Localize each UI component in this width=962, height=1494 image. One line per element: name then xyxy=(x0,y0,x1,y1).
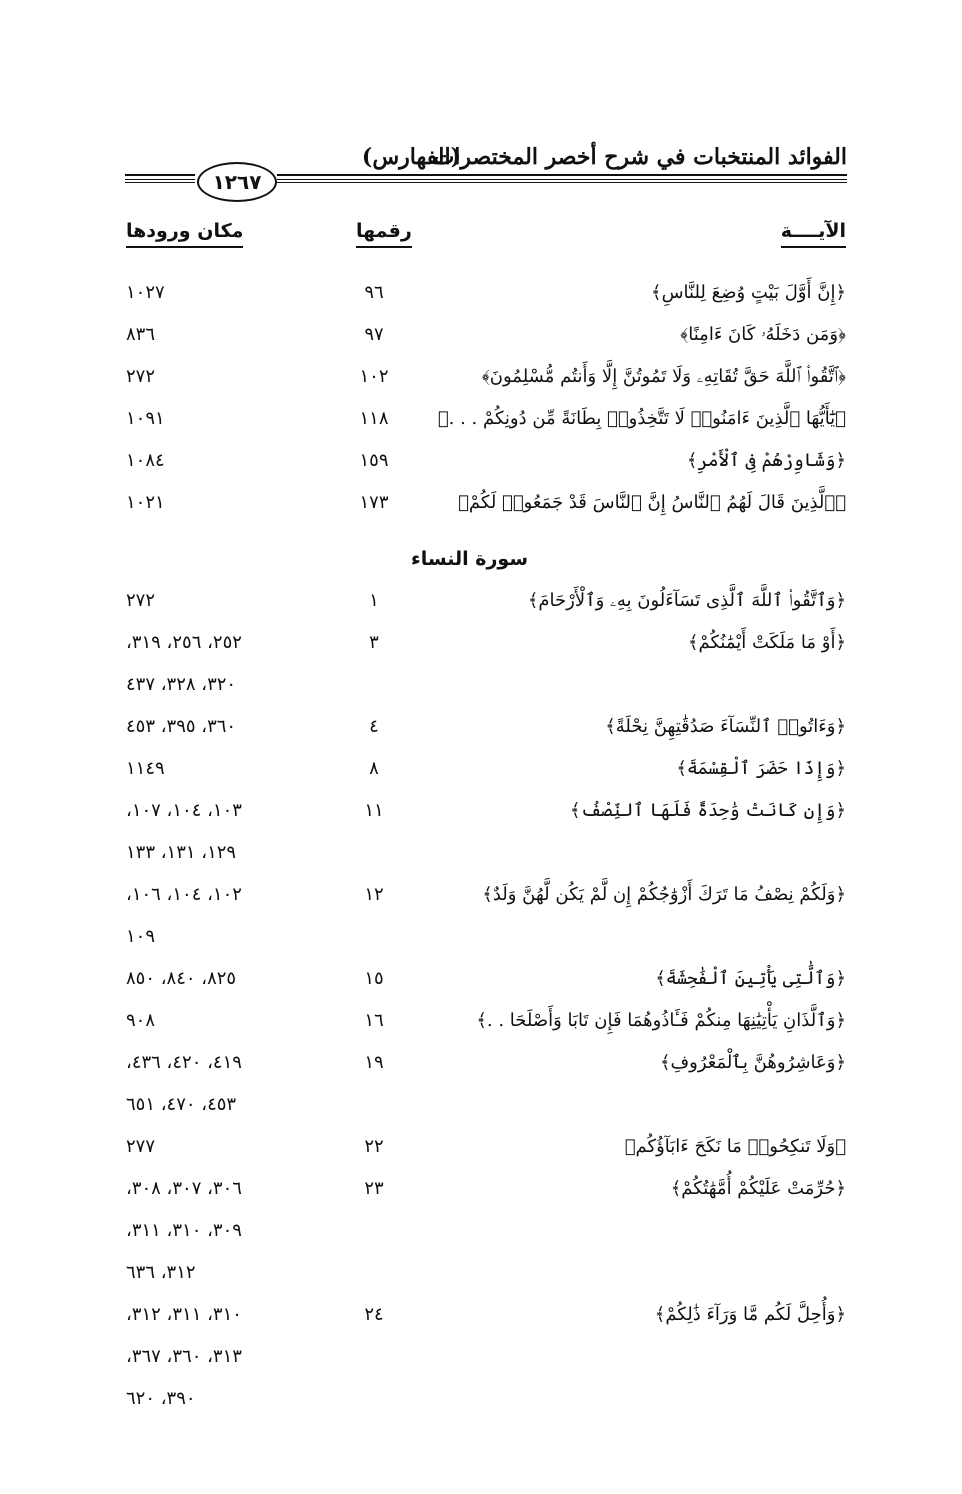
table-row xyxy=(0,794,962,863)
verse-number: ١١٨ xyxy=(359,408,389,429)
verse-text: ﴿وَإِن كَانَتْ وَٰحِدَةً فَلَهَا ٱلنِّصْفُ﴾ xyxy=(569,800,846,821)
table-row xyxy=(0,486,962,526)
verse-text: ﴿وَلَكُمْ نِصْفُ مَا تَرَكَ أَزْوَٰجُكُمْ إِن لَّمْ يَكُن لَّهُنَّ وَلَدٌ﴾ xyxy=(482,884,846,905)
verse-number: ٢٢ xyxy=(364,1136,384,1157)
verse-number: ٩٧ xyxy=(364,324,384,345)
location-pages: ٣١٢، ٦٣٦ xyxy=(126,1262,196,1283)
verse-number: ١١ xyxy=(364,800,384,821)
table-row xyxy=(0,360,962,400)
verse-number: ١٦ xyxy=(364,1010,384,1031)
verse-number: ١٠٢ xyxy=(359,366,389,387)
column-header-verse: الآيــــة xyxy=(781,220,846,248)
verse-text: ﴿وَعَاشِرُوهُنَّ بِٱلْمَعْرُوفِ﴾ xyxy=(659,1052,846,1073)
verse-number: ١٥٩ xyxy=(359,450,389,471)
verse-number: ٩٦ xyxy=(364,282,384,303)
verse-text: ﴿وَإِذَا حَضَرَ ٱلْقِسْمَةَ﴾ xyxy=(676,758,846,779)
location-pages: ٤٥٣، ٤٧٠، ٦٥١ xyxy=(126,1094,237,1115)
table-row xyxy=(0,1004,962,1044)
location-pages: ٢٥٢، ٢٥٦، ٣١٩، xyxy=(126,632,242,653)
surah-heading: سورة النساء xyxy=(411,548,528,570)
location-pages: ٢٧٢ xyxy=(126,590,156,611)
table-row xyxy=(0,1298,962,1409)
location-pages: ١٠٢١ xyxy=(126,492,165,513)
verse-text: ﴿ٱلَّذِينَ قَالَ لَهُمُ ٱلنَّاسُ إِنَّ ٱلنَّاسَ قَدْ جَمَعُوا۟ لَكُمْ﴾ xyxy=(458,492,846,513)
location-pages: ٩٠٨ xyxy=(126,1010,156,1031)
location-pages: ٣١٣، ٣٦٠، ٣٦٧، xyxy=(126,1346,242,1367)
page-number: ١٢٦٧ xyxy=(197,162,277,202)
location-pages: ٣١٠، ٣١١، ٣١٢، xyxy=(126,1304,242,1325)
table-row xyxy=(0,626,962,695)
location-pages: ٨٢٥، ٨٤٠، ٨٥٠ xyxy=(126,968,237,989)
location-pages: ١٠٣، ١٠٤، ١٠٧، xyxy=(126,800,242,821)
verse-text: ﴿وَٱلَّٰتِى يَأْتِينَ ٱلْفَٰحِشَةَ﴾ xyxy=(655,968,846,989)
table-row xyxy=(0,1046,962,1115)
table-row xyxy=(0,1130,962,1170)
table-row xyxy=(0,444,962,484)
section-name: (الفهارس) xyxy=(361,144,461,170)
verse-text: ﴿إِنَّ أَوَّلَ بَيْتٍ وُضِعَ لِلنَّاسِ﴾ xyxy=(651,282,846,303)
table-row xyxy=(0,1172,962,1283)
verse-number: ١٥ xyxy=(364,968,384,989)
verse-text: ﴿وَمَن دَخَلَهُۥ كَانَ ءَامِنًا﴾ xyxy=(680,324,846,345)
verse-text: ﴿وَٱلَّذَانِ يَأْتِيَٰنِهَا مِنكُمْ فَـَٔاذُوهُمَا فَإِن تَابَا وَأَصْلَحَا . .﴾ xyxy=(476,1010,846,1031)
table-row xyxy=(0,276,962,316)
location-pages: ١٠٢، ١٠٤، ١٠٦، xyxy=(126,884,242,905)
location-pages: ٣٢٠، ٣٢٨، ٤٣٧ xyxy=(126,674,237,695)
location-pages: ٢٧٧ xyxy=(126,1136,156,1157)
verse-number: ٢٤ xyxy=(364,1304,384,1325)
verse-number: ١٢ xyxy=(364,884,384,905)
location-pages: ١٠٨٤ xyxy=(126,450,165,471)
table-row xyxy=(0,878,962,947)
verse-number: ١٧٣ xyxy=(359,492,389,513)
verse-text: ﴿أَوْ مَا مَلَكَتْ أَيْمَٰنُكُمْ﴾ xyxy=(687,632,846,653)
location-pages: ١٠٩١ xyxy=(126,408,165,429)
location-pages: ١٠٢٧ xyxy=(126,282,165,303)
location-pages: ٣٠٩، ٣١٠، ٣١١، xyxy=(126,1220,242,1241)
book-title: الفوائد المنتخبات في شرح أخصر المختصرات xyxy=(433,144,847,170)
verse-number: ٣ xyxy=(369,632,379,653)
verse-text: ﴿وَأُحِلَّ لَكُم مَّا وَرَآءَ ذَٰلِكُمْ﴾ xyxy=(654,1304,846,1325)
verse-text: ﴿حُرِّمَتْ عَلَيْكُمْ أُمَّهَٰتُكُمْ﴾ xyxy=(670,1178,846,1199)
verse-number: ١ xyxy=(369,590,379,611)
verse-text: ﴿ٱتَّقُوا۟ ٱللَّهَ حَقَّ تُقَاتِهِۦ وَلَا تَمُوتُنَّ إِلَّا وَأَنتُم مُّسْلِمُونَ﴾ xyxy=(481,366,846,387)
location-pages: ٢٧٢ xyxy=(126,366,156,387)
location-pages: ٤١٩، ٤٢٠، ٤٣٦، xyxy=(126,1052,242,1073)
page-header xyxy=(125,138,847,198)
verse-number: ١٩ xyxy=(364,1052,384,1073)
verse-text: ﴿وَٱتَّقُوا۟ ٱللَّهَ ٱلَّذِى تَسَآءَلُونَ بِهِۦ وَٱلْأَرْحَامَ﴾ xyxy=(527,590,846,611)
table-row xyxy=(0,710,962,750)
verse-number: ٢٣ xyxy=(364,1178,384,1199)
location-pages: ١١٤٩ xyxy=(126,758,165,779)
location-pages: ٣٦٠، ٣٩٥، ٤٥٣ xyxy=(126,716,237,737)
verse-text: ﴿وَشَاوِرْهُمْ فِى ٱلْأَمْرِ﴾ xyxy=(686,450,846,471)
verse-number: ٨ xyxy=(369,758,379,779)
verse-number: ٤ xyxy=(369,716,379,737)
column-header-location: مكان ورودها xyxy=(126,220,243,248)
table-row xyxy=(0,752,962,792)
verse-text: ﴿يَٰٓأَيُّهَا ٱلَّذِينَ ءَامَنُوا۟ لَا تَتَّخِذُوا۟ بِطَانَةً مِّن دُونِكُمْ . . .﴾ xyxy=(437,408,846,429)
verse-text: ﴿وَلَا تَنكِحُوا۟ مَا نَكَحَ ءَابَآؤُكُم﴾ xyxy=(624,1136,846,1157)
location-pages: ١٠٩ xyxy=(126,926,156,947)
verse-text: ﴿وَءَاتُوا۟ ٱلنِّسَآءَ صَدُقَٰتِهِنَّ نِحْلَةً﴾ xyxy=(605,716,846,737)
column-header-number: رقمها xyxy=(356,220,412,248)
location-pages: ٨٣٦ xyxy=(126,324,156,345)
table-row xyxy=(0,584,962,624)
table-row xyxy=(0,318,962,358)
location-pages: ١٢٩، ١٣١، ١٣٣ xyxy=(126,842,237,863)
location-pages: ٣٠٦، ٣٠٧، ٣٠٨، xyxy=(126,1178,242,1199)
table-row xyxy=(0,402,962,442)
table-row xyxy=(0,962,962,1002)
location-pages: ٣٩٠، ٦٢٠ xyxy=(126,1388,196,1409)
